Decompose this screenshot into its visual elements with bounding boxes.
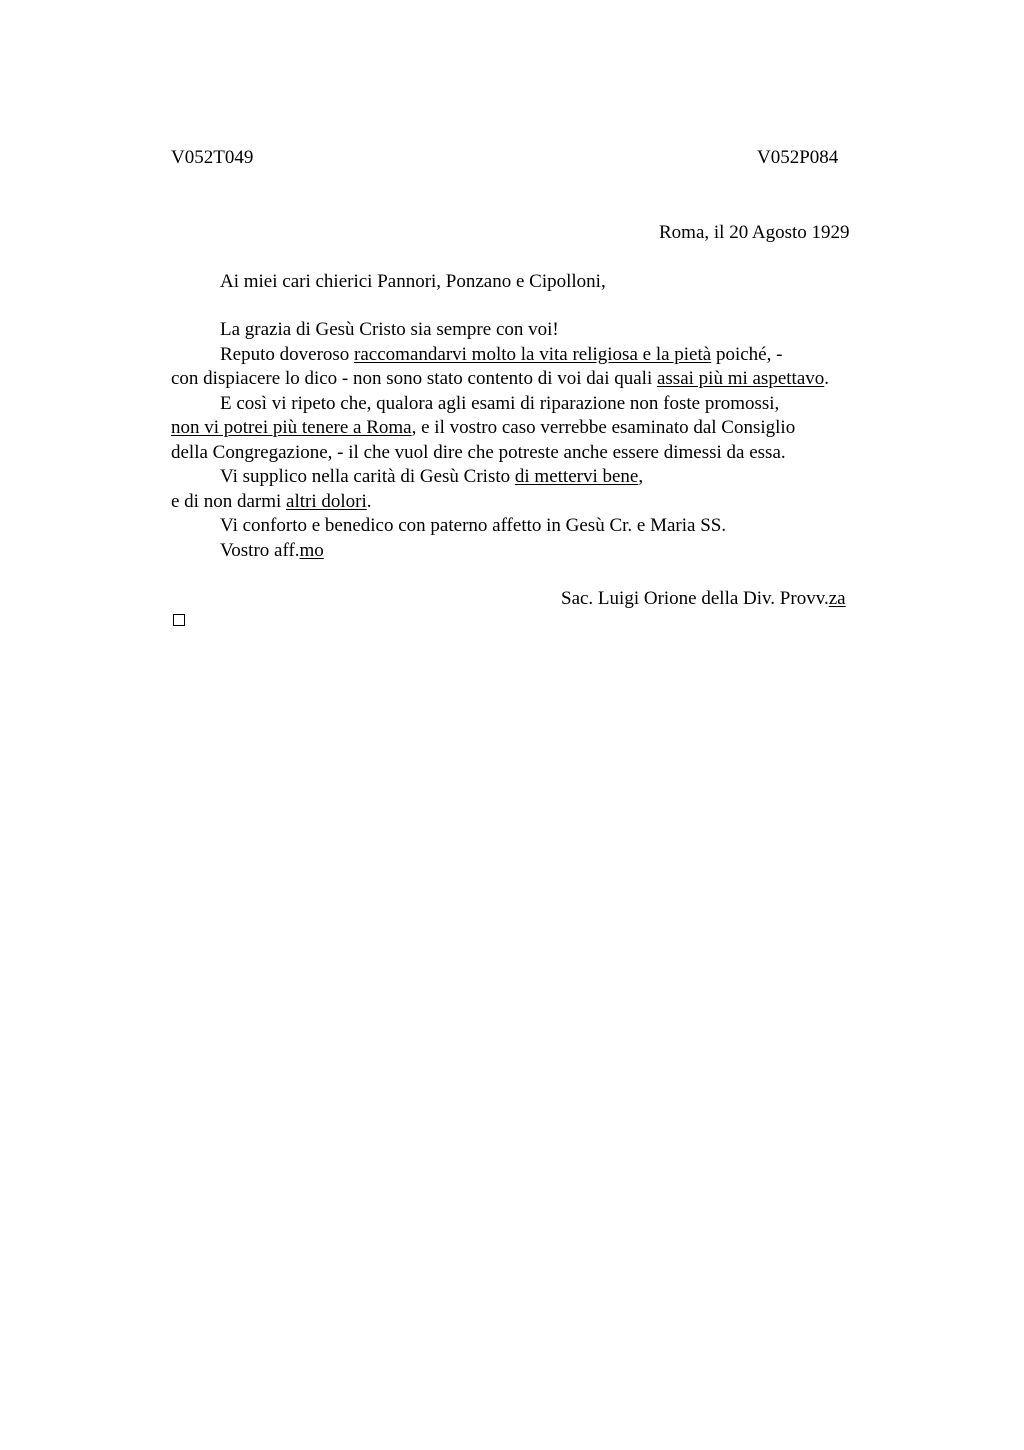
document-reference-right: V052P084 <box>757 147 839 168</box>
underlined-text: mo <box>299 540 324 561</box>
text-run: con dispiacere lo dico - non sono stato contento di voi dai quali <box>171 368 657 389</box>
square-glyph-icon <box>173 614 185 626</box>
paragraph-line <box>171 416 795 440</box>
text-run: , e il vostro caso verrebbe esaminato dal Consiglio <box>411 417 796 438</box>
underlined-text: za <box>828 588 846 609</box>
underlined-text: non vi potrei più tenere a Roma <box>171 417 412 438</box>
text-run: , <box>638 466 644 487</box>
underlined-text: assai più mi aspettavo <box>656 368 825 389</box>
underlined-text: altri dolori <box>286 491 367 512</box>
paragraph-greeting: La grazia di Gesù Cristo sia sempre con voi! <box>220 319 559 340</box>
paragraph-line <box>171 490 372 514</box>
paragraph-line <box>220 465 643 489</box>
text-run: e di non darmi <box>171 491 287 512</box>
text-run: . <box>366 491 372 512</box>
document-reference-left: V052T049 <box>171 147 254 168</box>
underlined-text: di mettervi bene <box>514 466 639 487</box>
letter-closing <box>220 539 324 563</box>
text-run: Sac. Luigi Orione della Div. Provv. <box>561 588 829 609</box>
paragraph-line <box>171 367 829 391</box>
letter-date: Roma, il 20 Agosto 1929 <box>659 222 850 243</box>
letter-signature <box>561 587 846 611</box>
letter-salutation: Ai miei cari chierici Pannori, Ponzano e Cipolloni, <box>220 271 606 292</box>
text-run: Vostro aff. <box>220 540 300 561</box>
text-run: Vi supplico nella carità di Gesù Cristo <box>220 466 515 487</box>
text-run: . <box>824 368 830 389</box>
paragraph-line <box>220 343 782 367</box>
text-run: Reputo doveroso <box>220 344 355 365</box>
paragraph-blessing: Vi conforto e benedico con paterno affetto in Gesù Cr. e Maria SS. <box>220 515 727 536</box>
paragraph-line: della Congregazione, - il che vuol dire che potreste anche essere dimessi da essa. <box>171 442 786 463</box>
text-run: poiché, - <box>711 344 783 365</box>
underlined-text: raccomandarvi molto la vita religiosa e la pietà <box>354 344 712 365</box>
paragraph-line: E così vi ripeto che, qualora agli esami di riparazione non foste promossi, <box>220 393 780 414</box>
